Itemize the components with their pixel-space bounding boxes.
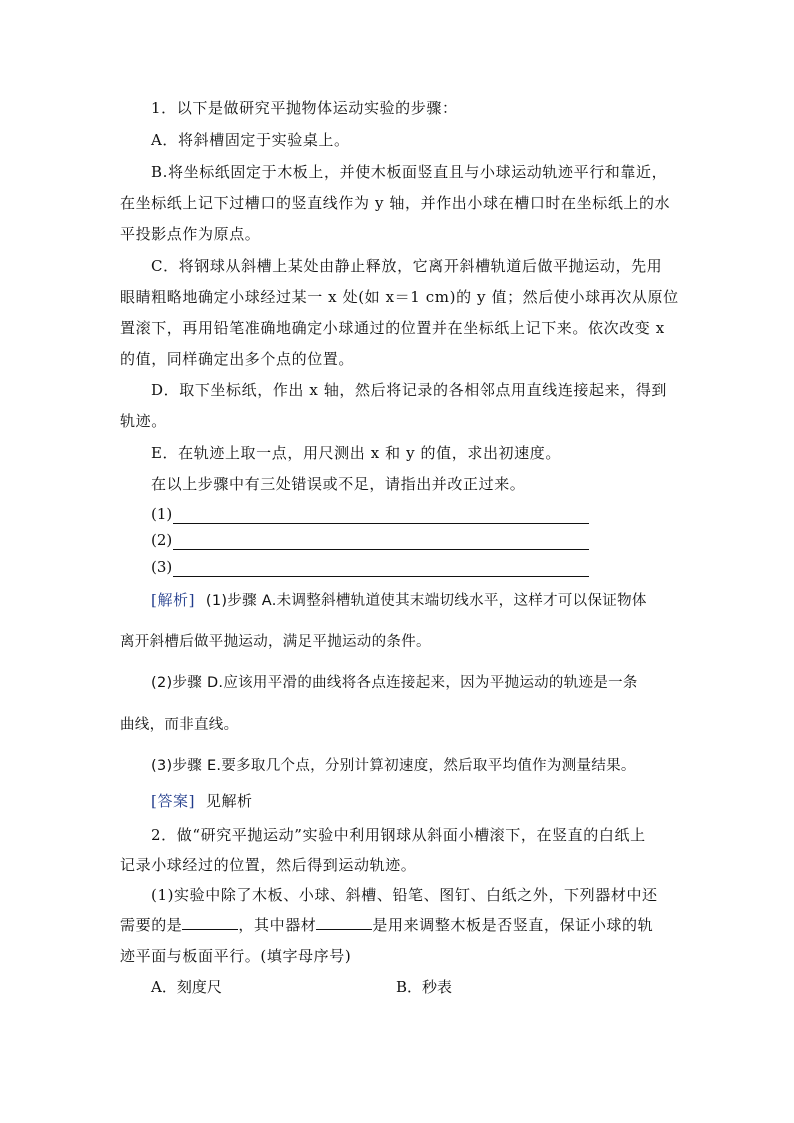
blank-label-3: (3) [151,558,173,576]
answer-blank-3[interactable] [151,557,589,577]
answer-blank-1[interactable] [151,504,589,524]
analysis-line-1 [151,590,647,611]
analysis-text-1a: (1)步骤 A.未调整斜槽轨道使其末端切线水平，这样才可以保证物体 [205,593,647,609]
analysis-text-1b: 离开斜槽后做平抛运动，满足平抛运动的条件。 [120,634,431,650]
q2-sub1-post: 是用来调整木板是否竖直，保证小球的轨 [372,916,654,934]
q2-line-1: 2．做“研究平抛运动”实验中利用钢球从斜面小槽滚下，在竖直的白纸上 [151,826,646,844]
answer-tag: [答案] [151,792,196,810]
q1-prompt: 在以上步骤中有三处错误或不足，请指出并改正过来。 [151,475,526,493]
q1-title: 1．以下是做研究平抛物体运动实验的步骤： [151,99,458,117]
blank-label-1: (1) [151,505,173,523]
fill-blank-needed[interactable] [182,915,238,930]
q2-sub1-pre: 需要的是 [120,916,183,934]
blank-rule-2 [173,535,589,550]
option-b[interactable]: B．秒表 [396,978,453,996]
blank-label-2: (2) [151,531,173,549]
q1-step-e: E．在轨迹上取一点，用尺测出 x 和 y 的值，求出初速度。 [151,444,561,462]
analysis-text-2a: (2)步骤 D.应该用平滑的曲线将各点连接起来，因为平抛运动的轨迹是一条 [151,675,638,691]
q2-sub1-line3: 迹平面与板面平行。(填字母序号) [120,947,352,965]
q2-sub1-line2 [120,915,653,935]
q1-step-c-line1: C．将钢球从斜槽上某处由静止释放，它离开斜槽轨道后做平抛运动，先用 [151,257,663,275]
q1-step-a: A．将斜槽固定于实验桌上。 [151,131,350,149]
q1-step-d-line2: 轨迹。 [120,412,167,430]
q2-sub1-mid: ，其中器材 [238,916,317,934]
analysis-text-3: (3)步骤 E.要多取几个点，分别计算初速度，然后取平均值作为测量结果。 [151,758,636,774]
fill-blank-equipment[interactable] [316,915,372,930]
blank-rule-1 [173,509,589,524]
answer-text: 见解析 [205,792,253,810]
answer-blank-2[interactable] [151,530,589,550]
q1-step-b-line3: 平投影点作为原点。 [120,225,261,243]
option-a[interactable]: A．刻度尺 [151,978,222,996]
q1-step-c-line2: 眼睛粗略地确定小球经过某一 x 处(如 x＝1 cm)的 y 值；然后使小球再次从原位 [120,288,679,306]
analysis-text-2b: 曲线，而非直线。 [120,717,239,733]
q1-step-b-line2: 在坐标纸上记下过槽口的竖直线作为 y 轴，并作出小球在槽口时在坐标纸上的水 [120,194,671,212]
q2-line-2: 记录小球经过的位置，然后得到运动轨迹。 [120,856,417,874]
q1-step-b-line1: B.将坐标纸固定于木板上，并使木板面竖直且与小球运动轨迹平行和靠近， [151,163,668,181]
q1-step-d-line1: D．取下坐标纸，作出 x 轴，然后将记录的各相邻点用直线连接起来，得到 [151,381,668,399]
q1-step-c-line3: 置滚下，再用铅笔准确地确定小球通过的位置并在坐标纸上记下来。依次改变 x [120,319,665,337]
q1-step-c-line4: 的值，同样确定出多个点的位置。 [120,350,355,368]
analysis-tag: [解析] [151,591,196,609]
answer-line [151,791,253,811]
q2-sub1-line1: (1)实验中除了木板、小球、斜槽、铅笔、图钉、白纸之外，下列器材中还 [151,886,658,904]
blank-rule-3 [173,562,589,577]
